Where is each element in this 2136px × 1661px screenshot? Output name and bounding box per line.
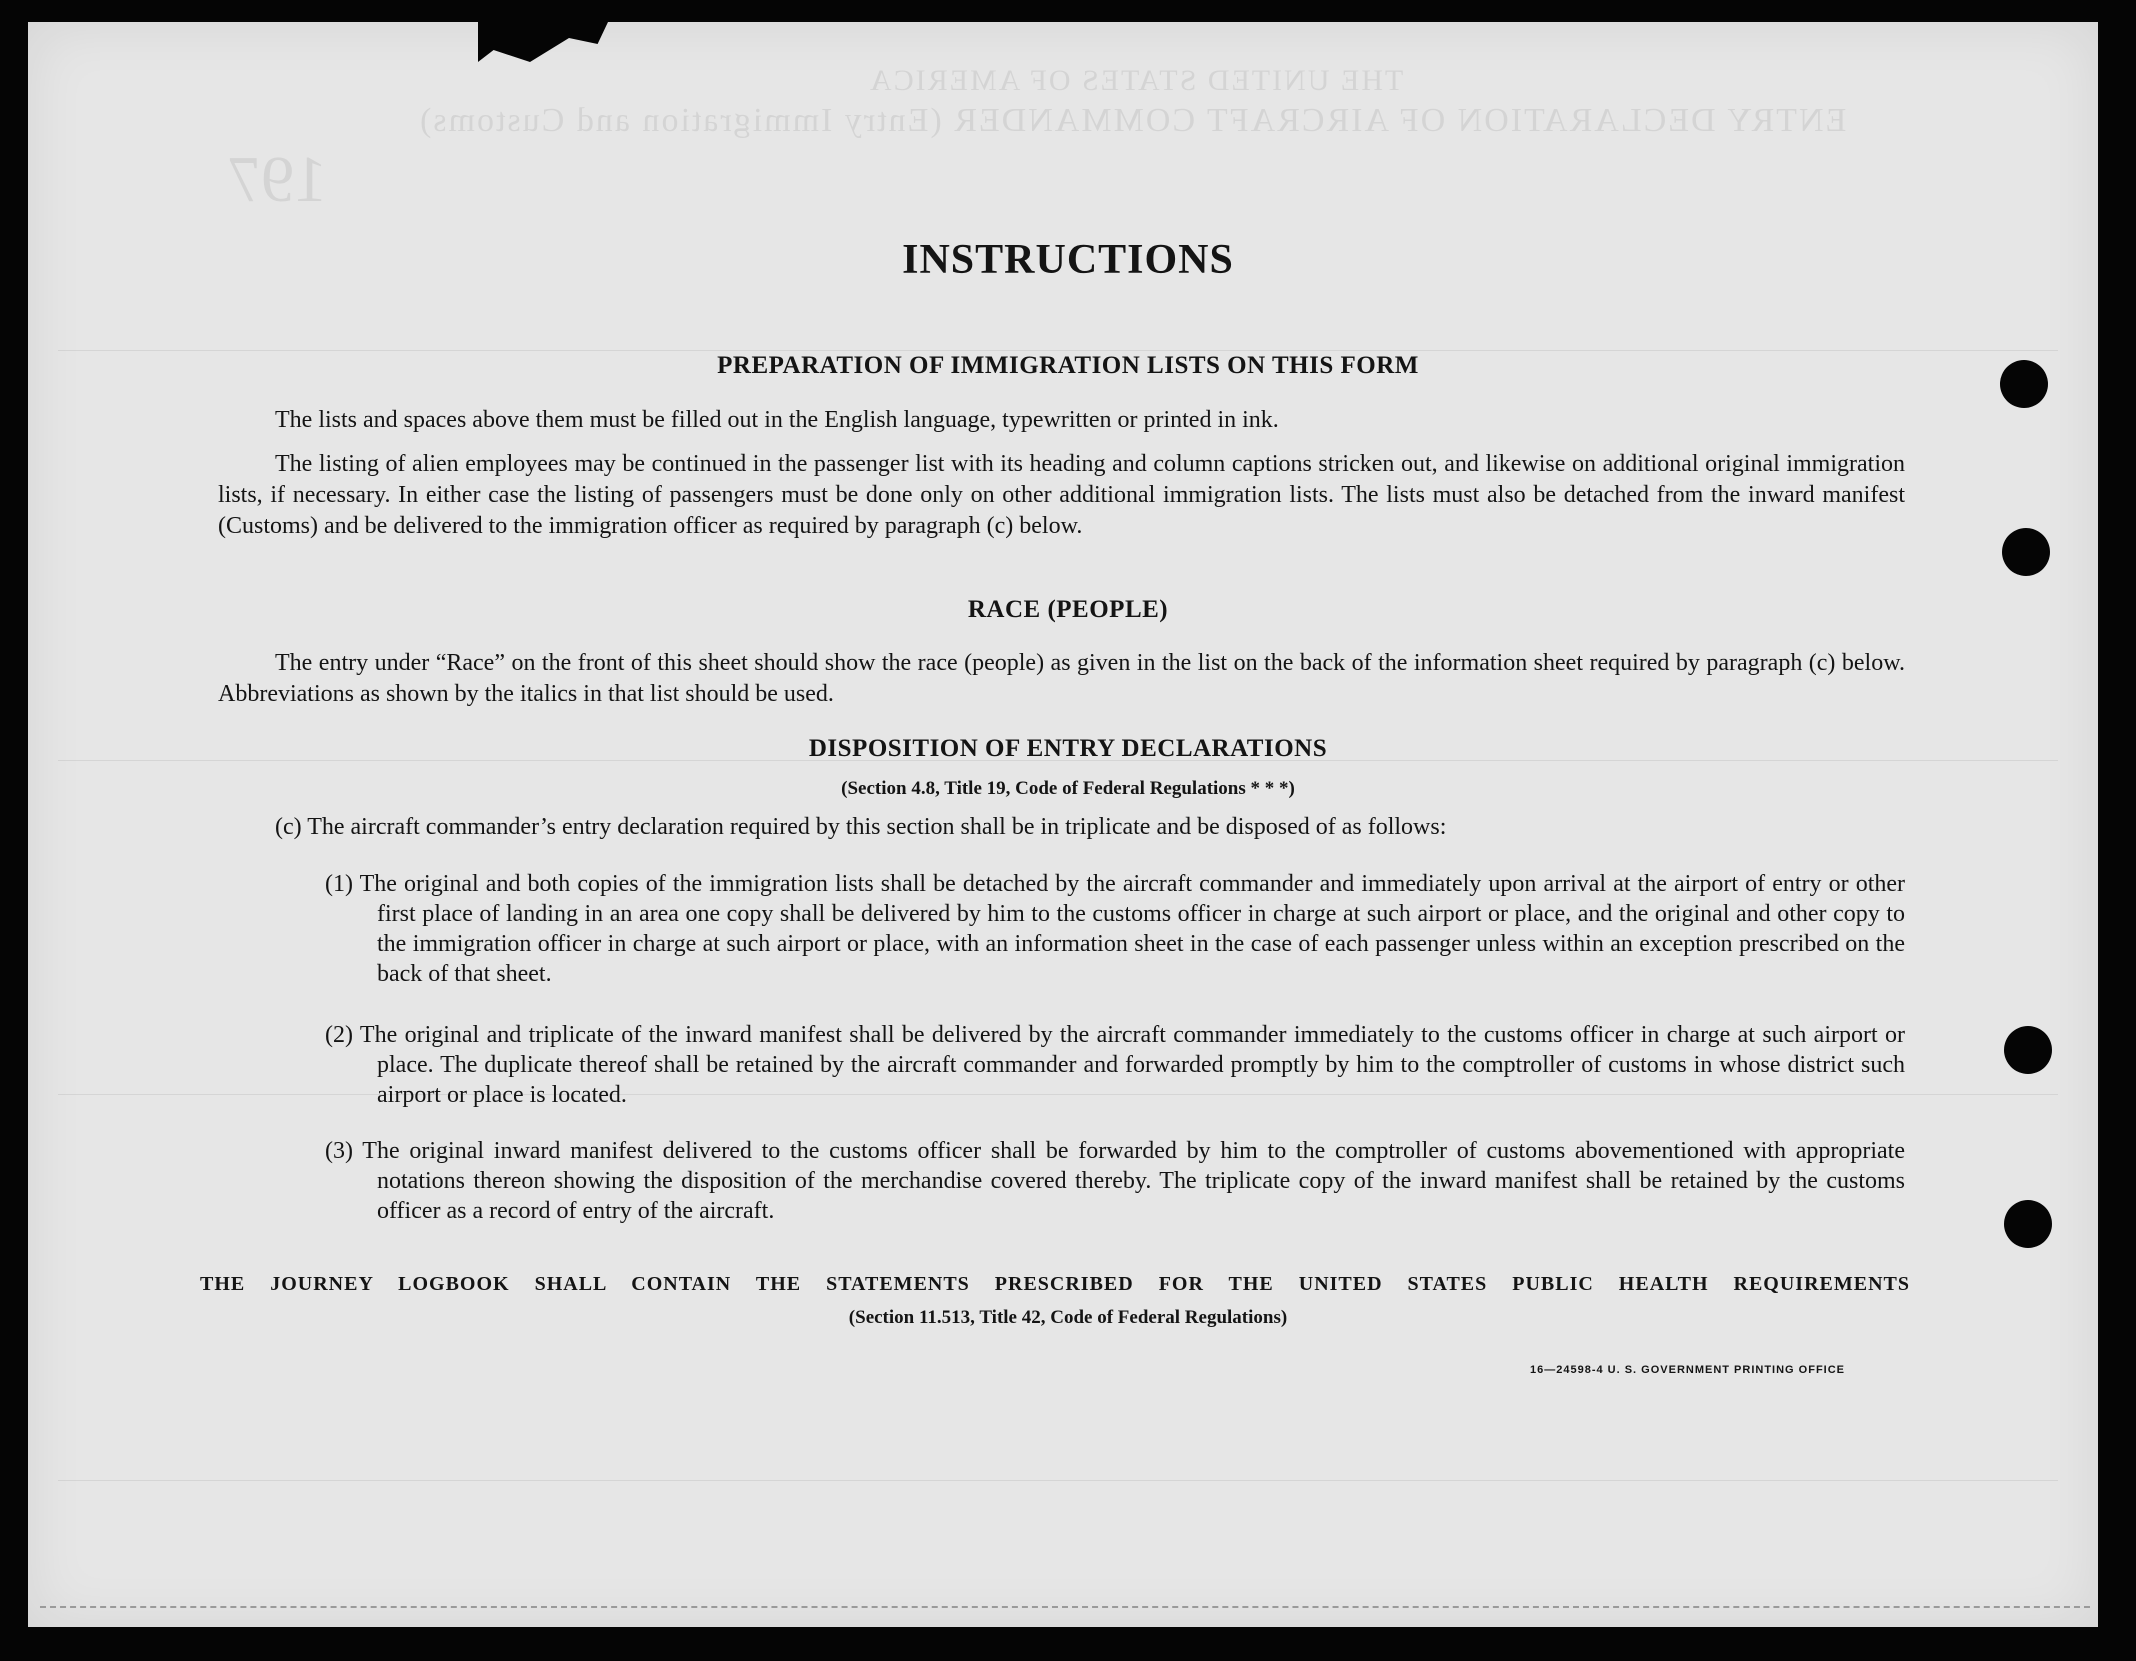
list-item-3: (3) The original inward manifest delivered to the customs officer shall be forwarded by him to the comptroller of customs abovementioned with appropriate notations thereon showing the disposition of the merchandise covered thereby. The triplicate copy of the inward manifest shall be retained by the customs officer as a record of entry of the aircraft. xyxy=(325,1138,1905,1224)
footer-citation: (Section 11.513, Title 42, Code of Federal Regulations) xyxy=(848,1307,1288,1328)
footer-public-health-statement: THE JOURNEY LOGBOOK SHALL CONTAIN THE STATEMENTS PRESCRIBED FOR THE UNITED STATES PUBLIC HEALTH REQUIREMENTS xyxy=(200,1273,1910,1295)
section-heading-race: RACE (PEOPLE) xyxy=(967,596,1169,623)
section-heading-disposition: DISPOSITION OF ENTRY DECLARATIONS xyxy=(808,735,1328,762)
section-heading-preparation: PREPARATION OF IMMIGRATION LISTS ON THIS FORM xyxy=(717,352,1419,379)
list-item-2: (2) The original and triplicate of the inward manifest shall be delivered by the aircraft commander immediately to the customs officer in charge at such airport or place. The duplicate thereof shall be retained by the aircraft commander and forwarded promptly by him to the comptroller of customs in whose district such airport or place is located. xyxy=(325,1022,1905,1108)
paragraph-alien-employees: The listing of alien employees may be continued in the passenger list with its heading and column captions stricken out, and likewise on additional original immigration lists, if necessary. In either case the listing of passengers must be done only on other additional immigration lists. The lists must also be detached from the inward manifest (Customs) and be delivered to the immigration officer as required by paragraph (c) below. xyxy=(218,451,1905,539)
page-title: INSTRUCTIONS xyxy=(902,237,1234,283)
section-citation-disposition: (Section 4.8, Title 19, Code of Federal Regulations * * *) xyxy=(841,778,1295,799)
paragraph-english-language: The lists and spaces above them must be filled out in the English language, typewritten or printed in ink. xyxy=(275,407,1279,433)
bleed-through-number: 197 xyxy=(228,143,327,216)
paragraph-race-entry: The entry under “Race” on the front of this sheet should show the race (people) as given in the list on the back of the information sheet required by paragraph (c) below. Abbreviations as shown by the italics in that list should be used. xyxy=(218,650,1905,707)
printer-imprint: 16—24598-4 U. S. GOVERNMENT PRINTING OFFICE xyxy=(1530,1364,1846,1376)
paragraph-c-intro: (c) The aircraft commander’s entry declaration required by this section shall be in triplicate and be disposed of as follows: xyxy=(275,814,1447,840)
bleed-through-title: ENTRY DECLARATION OF AIRCRAFT COMMANDER (Entry Immigration and Customs) xyxy=(418,102,1847,139)
list-item-1: (1) The original and both copies of the immigration lists shall be detached by the aircraft commander and immediately upon arrival at the airport of entry or other first place of landing in an area one copy shall be delivered by him to the customs officer in charge at such airport or place, and the original and other copy to the immigration officer in charge at such airport or place, with an information sheet in the case of each passenger unless within an exception prescribed on the back of that sheet. xyxy=(325,871,1905,987)
bleed-through-heading: THE UNITED STATES OF AMERICA xyxy=(868,64,1404,97)
